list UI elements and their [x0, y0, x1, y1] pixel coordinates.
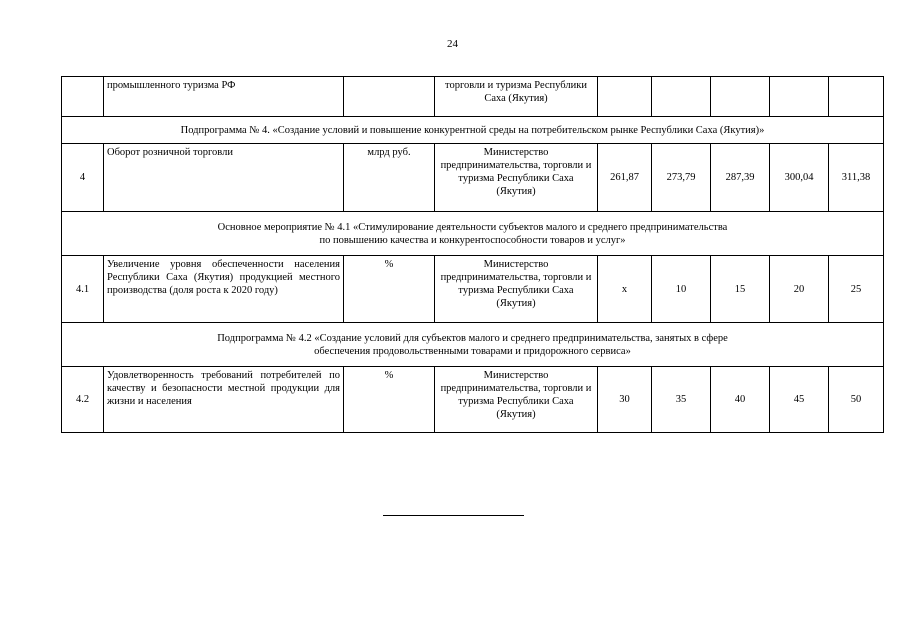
section-row [62, 117, 884, 144]
value-cell: 20 [770, 256, 829, 323]
value-cell: 40 [711, 367, 770, 433]
indicator-name: Удовлетворенность требований потребителей по качеству и безопасности местной продукции для жизни и населения [104, 367, 344, 433]
page-number: 24 [447, 38, 458, 50]
responsible-org: торговли и туризма Республики Саха (Якутия) [435, 77, 598, 117]
value-cell [711, 77, 770, 117]
responsible-org: Министерство предпринимательства, торговли и туризма Республики Саха (Якутия) [435, 144, 598, 212]
indicator-name: Увеличение уровня обеспеченности населения Республики Саха (Якутия) продукцией местного производства (доля роста к 2020 году) [104, 256, 344, 323]
value-cell [770, 77, 829, 117]
unit-cell [344, 77, 435, 117]
table-row [62, 144, 884, 212]
table-row [62, 256, 884, 323]
table-row [62, 77, 884, 117]
value-cell: 300,04 [770, 144, 829, 212]
footer-separator-line [383, 515, 524, 516]
value-cell: 25 [829, 256, 884, 323]
value-cell [829, 77, 884, 117]
row-number [62, 77, 104, 117]
unit-cell: % [344, 367, 435, 433]
value-cell: 273,79 [652, 144, 711, 212]
value-cell [598, 77, 652, 117]
value-cell: 30 [598, 367, 652, 433]
section-title: Основное мероприятие № 4.1 «Стимулирование деятельности субъектов малого и среднего предпринимательства по повышению качества и конкурентоспособности товаров и услуг» [62, 212, 884, 256]
indicators-table [61, 76, 884, 433]
section-row [62, 212, 884, 256]
value-cell: 311,38 [829, 144, 884, 212]
value-cell: 45 [770, 367, 829, 433]
row-number: 4.1 [62, 256, 104, 323]
value-cell: 35 [652, 367, 711, 433]
responsible-org: Министерство предпринимательства, торговли и туризма Республики Саха (Якутия) [435, 256, 598, 323]
value-cell [652, 77, 711, 117]
section-title: Подпрограмма № 4. «Создание условий и повышение конкурентной среды на потребительском рынке Республики Саха (Якутия)» [62, 117, 884, 144]
section-title: Подпрограмма № 4.2 «Создание условий для субъектов малого и среднего предпринимательства, занятых в сфере обеспечения продовольственными товарами и придорожного сервиса» [62, 323, 884, 367]
row-number: 4.2 [62, 367, 104, 433]
value-cell: 287,39 [711, 144, 770, 212]
table-row [62, 367, 884, 433]
unit-cell: млрд руб. [344, 144, 435, 212]
value-cell: 10 [652, 256, 711, 323]
indicator-name: промышленного туризма РФ [104, 77, 344, 117]
value-cell: 15 [711, 256, 770, 323]
row-number: 4 [62, 144, 104, 212]
value-cell: х [598, 256, 652, 323]
section-row [62, 323, 884, 367]
responsible-org: Министерство предпринимательства, торговли и туризма Республики Саха (Якутия) [435, 367, 598, 433]
indicator-name: Оборот розничной торговли [104, 144, 344, 212]
unit-cell: % [344, 256, 435, 323]
value-cell: 261,87 [598, 144, 652, 212]
value-cell: 50 [829, 367, 884, 433]
